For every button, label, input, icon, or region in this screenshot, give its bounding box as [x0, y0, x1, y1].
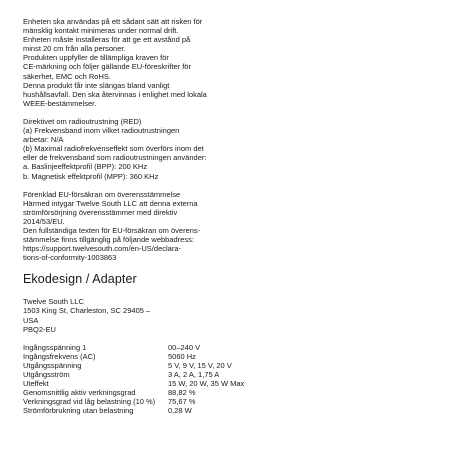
text-line: (b) Maximal radiofrekvenseffekt som överförs inom det [23, 144, 204, 154]
text-line: strömförsörjning överensstämmer med direktiv [23, 207, 178, 217]
text-line: Förenklad EU-försäkran om överensstämmelse [23, 189, 181, 199]
spec-value: 00–240 V [168, 342, 201, 352]
spec-label: Uteffekt [23, 379, 49, 389]
text-line: arbetar: N/A [23, 135, 64, 145]
declaration-url-line: tions-of-conformity-1003863 [23, 253, 117, 263]
spec-row [23, 370, 244, 379]
text-line: b. Magnetisk effektprofil (MPP): 360 KHz [23, 171, 159, 181]
text-line: eller de frekvensband som radioutrustningen använder: [23, 153, 207, 163]
spec-value: 3 A, 2 A, 1,75 A [168, 370, 220, 379]
address-line: USA [23, 315, 39, 325]
text-line: Denna produkt får inte slängas bland vanligt [23, 80, 170, 90]
spec-label: Verkningsgrad vid låg belastning (10 %) [23, 397, 156, 407]
text-line: stämmelse finns tillgänglig på följande webbadress: [23, 235, 194, 245]
text-line: Enheten måste installeras för att ge ett avstånd på [23, 35, 191, 45]
text-line: Enheten ska användas på ett sådant sätt att risken för [23, 17, 203, 26]
spec-value: 5 V, 9 V, 15 V, 20 V [168, 360, 232, 370]
declaration-url-line: https://support.twelvesouth.com/en-US/declara- [23, 244, 181, 254]
spec-label: Strömförbrukning utan belastning [23, 406, 134, 416]
spec-row [23, 352, 244, 361]
spec-row [23, 388, 244, 397]
address-line: Twelve South LLC [23, 297, 84, 307]
address-line: 1503 King St, Charleston, SC 29405 – [23, 306, 151, 316]
spec-row [23, 406, 244, 415]
spec-row [23, 397, 244, 406]
adapter-spec-table [23, 343, 244, 416]
spec-row [23, 361, 244, 370]
text-line: Direktivet om radioutrustning (RED) [23, 116, 142, 126]
spec-label: Ingångsspänning 1 [23, 342, 87, 352]
spec-row [23, 379, 244, 388]
text-line: Härmed intygar Twelve South LLC att denna externa [23, 198, 198, 208]
spec-value: 5060 Hz [168, 351, 196, 361]
spec-value: 0,28 W [168, 406, 192, 416]
text-line: hushållsavfall. Den ska återvinnas i enlighet med lokala [23, 89, 207, 99]
spec-value: 88,82 % [168, 388, 196, 398]
text-line: 2014/53/EU. [23, 216, 65, 226]
spec-row [23, 343, 244, 352]
text-line: minst 20 cm från alla personer. [23, 44, 126, 54]
text-line: CE-märkning och följer gällande EU-föreskrifter för [23, 62, 191, 72]
text-line: (a) Frekvensband inom vilket radioutrustningen [23, 126, 180, 136]
text-line: mänsklig kontakt minimeras under normal drift. [23, 26, 179, 36]
spec-value: 15 W, 20 W, 35 W Max [168, 379, 245, 389]
model-number: PBQ2-EU [23, 324, 56, 334]
spec-label: Utgångsström [23, 370, 70, 379]
text-line: WEEE-bestämmelser. [23, 98, 97, 108]
text-line: Produkten uppfyller de tillämpliga kraven för [23, 53, 169, 63]
spec-label: Genomsnittlig aktiv verkningsgrad [23, 388, 136, 398]
document-page [23, 17, 433, 415]
safety-paragraph [23, 17, 433, 108]
spec-label: Utgångsspänning [23, 360, 82, 370]
spec-label: Ingångsfrekvens (AC) [23, 351, 96, 361]
ecodesign-heading: Ekodesign / Adapter [23, 272, 137, 287]
manufacturer-address [23, 297, 433, 333]
text-line: Den fullständiga texten för EU-försäkran om överens- [23, 225, 201, 235]
text-line: a. Baslinjeeffektprofil (BPP): 200 KHz [23, 162, 148, 172]
eu-declaration-paragraph [23, 190, 433, 263]
red-directive-paragraph [23, 117, 433, 181]
spec-value: 75,67 % [168, 397, 196, 407]
text-line: säkerhet, EMC och RoHS. [23, 71, 111, 81]
